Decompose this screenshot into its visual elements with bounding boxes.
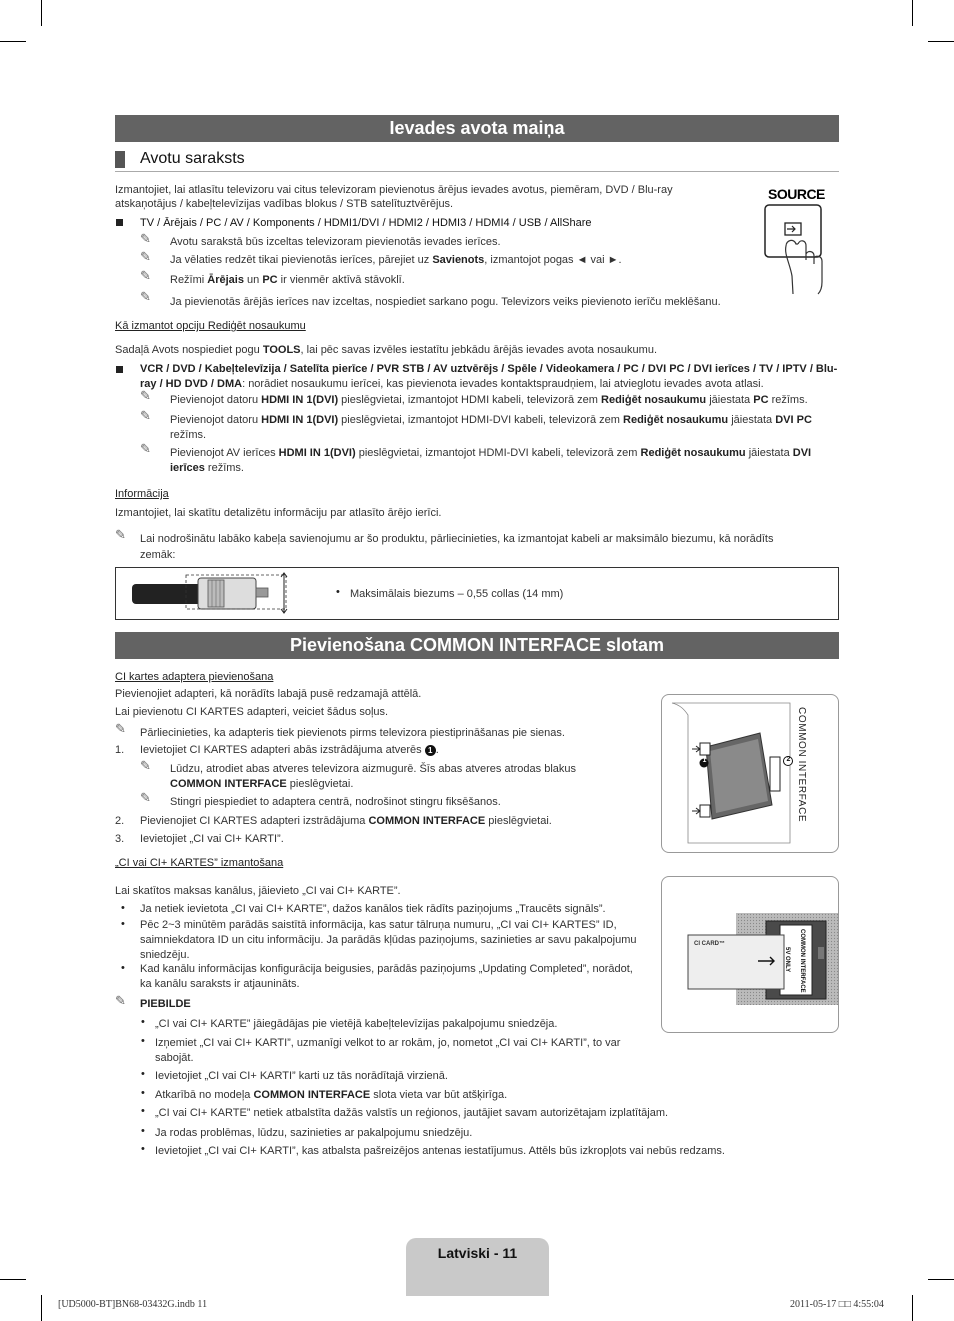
ci-adapter-figure (661, 694, 839, 853)
note-heading: PIEBILDE (140, 998, 191, 1010)
note-text: Pārliecinieties, ka adapteris tiek pievienots pirms televizora piestiprināšanas pie sienas. (140, 727, 565, 739)
intro-line: Izmantojiet, lai atlasītu televizoru vai citus televizoram pievienotus ārējus ievades avotus, piemēram, DVD / Blu-ray (115, 184, 673, 196)
crop-mark (41, 0, 42, 26)
note-text: Stingri piespiediet to adaptera centrā, nodrošinot stingru fiksēšanos. (170, 796, 501, 808)
slot-label: COMMON INTERFACE (799, 929, 805, 993)
edit-name-intro: Sadaļā Avots nospiediet pogu TOOLS, lai pēc savas izvēles iestatītu jebkādu ārējās ievades avota nosaukumu. (115, 344, 657, 356)
crop-mark (928, 41, 954, 42)
edit-name-list: VCR / DVD / Kabeļtelevīzija / Satelīta pierīce / PVR STB / AV uztvērējs / Spēle / Videokamera / PC / DVI PC / DVI ierīces / TV / IPTV / Blu- ray / HD DVD / DMA: norādiet nosaukumu ierīcei, kas pievienota ievades kontaktspraudņiem, lai atvieglotu ievades avota atlasi. (140, 363, 838, 390)
step-text: Ievietojiet CI KARTES adapteri abās izstrādājuma atverēs 1 . (140, 744, 439, 756)
crop-mark (0, 1279, 26, 1280)
note-pencil-icon: ✎ (115, 527, 126, 542)
page-number-tab (406, 1238, 549, 1296)
crop-mark (912, 0, 913, 26)
footer-datetime: 2011-05-17 □□ 4:55:04 (790, 1299, 884, 1310)
subsection-title: Avotu saraksts (140, 150, 245, 167)
note-pencil-icon: ✎ (140, 388, 151, 403)
bullet-dot: • (121, 918, 125, 930)
note-pencil-icon: ✎ (115, 993, 126, 1008)
step-text: Pievienojiet CI KARTES adapteri izstrādājuma COMMON INTERFACE pieslēgvietai. (140, 815, 552, 827)
subsection-marker (115, 151, 125, 168)
note-pencil-icon: ✎ (115, 721, 126, 736)
five-volt-label: 5V ONLY (784, 947, 790, 973)
cable-max-thickness: Maksimālais biezums – 0,55 collas (14 mm) (350, 588, 564, 600)
ci-card-label: CI CARD™ (694, 941, 725, 947)
source-button-illustration (760, 184, 840, 299)
ci-card-figure (661, 876, 839, 1033)
common-interface-label: COMMON INTERFACE (796, 707, 807, 823)
circle-one-icon: 1 (425, 745, 436, 756)
note-text: Ja pievienotās ārējās ierīces nav izceltas, nospiediet sarkano pogu. Televizors veiks pievienoto ierīču meklēšanu. (170, 296, 721, 308)
edit-name-heading: Kā izmantot opciju Rediģēt nosaukumu (115, 320, 306, 332)
bullet-dot: • (121, 902, 125, 914)
bullet-square (116, 219, 123, 226)
hand-press-icon (760, 184, 840, 296)
note-item: „CI vai CI+ KARTE” netiek atbalstīta dažās valstīs un reģionos, jautājiet savam autorizētajam izplatītājam. (155, 1107, 669, 1119)
ci-adapter-illustration (662, 695, 838, 852)
step-number: 3. (115, 833, 125, 845)
step-number: 1. (115, 744, 125, 756)
bullet-dot: • (141, 1143, 145, 1155)
bullet-dot: • (141, 1035, 145, 1047)
crop-mark (0, 41, 26, 42)
crop-mark (912, 1295, 913, 1321)
usage-item: Ja netiek ievietota „CI vai CI+ KARTE”, dažos kanālos tiek rādīts paziņojums „Traucēts signāls”. (140, 903, 606, 915)
section-title-input-source: Ievades avota maiņa (115, 115, 839, 142)
bullet-dot: • (141, 1016, 145, 1028)
note-pencil-icon: ✎ (140, 441, 151, 456)
figure-label-one: 1 (702, 757, 707, 764)
cable-note: zemāk: (140, 549, 176, 561)
bullet-dot: • (141, 1125, 145, 1137)
note-text: Pievienojot datoru HDMI IN 1(DVI) pieslēgvietai, izmantojot HDMI-DVI kabeli, televizorā zem Rediģēt nosaukumu jāiestata DVI PC režīms. (170, 414, 812, 441)
note-pencil-icon: ✎ (140, 289, 151, 304)
subsection-header (115, 147, 839, 172)
ci-adapter-heading: CI kartes adaptera pievienošana (115, 671, 274, 683)
step-number: 2. (115, 815, 125, 827)
ci-paragraph: Lai pievienotu CI KARTES adapteri, veiciet šādus soļus. (115, 706, 389, 718)
page-number: Latviski - 11 (437, 1245, 518, 1261)
info-text: Izmantojiet, lai skatītu detalizētu informāciju par atlasīto ārējo ierīci. (115, 507, 442, 519)
crop-mark (41, 1295, 42, 1321)
bullet-square (116, 366, 123, 373)
note-pencil-icon: ✎ (140, 408, 151, 423)
source-label: SOURCE (768, 186, 825, 202)
cable-note: Lai nodrošinātu labāko kabeļa savienojumu ar šo produktu, pārliecinieties, ka izmantojat kabeli ar maksimālo biezumu, kā norādīts (140, 533, 774, 545)
note-pencil-icon: ✎ (140, 790, 151, 805)
figure-label-two: 2 (786, 756, 791, 763)
note-item: Ievietojiet „CI vai CI+ KARTI”, kas atbalsta pašreizējos antenas iestatījumus. Attēls būs izkropļots vai nebūs redzams. (155, 1145, 725, 1157)
footer-file: [UD5000-BT]BN68-03432G.indb 11 (58, 1299, 208, 1310)
cable-thickness-box (115, 567, 839, 620)
note-item: Atkarībā no modeļa COMMON INTERFACE slota vieta var būt atšķirīga. (155, 1089, 508, 1101)
ci-card-illustration (662, 877, 838, 1032)
ci-card-usage-heading: „CI vai CI+ KARTES” izmantošana (115, 857, 284, 869)
note-text: Pievienojot datoru HDMI IN 1(DVI) pieslēgvietai, izmantojot HDMI kabeli, televizorā zem Rediģēt nosaukumu jāiestata PC režīms. (170, 394, 808, 406)
crop-mark (928, 1279, 954, 1280)
bullet-dot: • (141, 1068, 145, 1080)
note-pencil-icon: ✎ (140, 249, 151, 264)
note-pencil-icon: ✎ (140, 758, 151, 773)
step-text: Ievietojiet „CI vai CI+ KARTI”. (140, 833, 284, 845)
note-pencil-icon: ✎ (140, 268, 151, 283)
sources-list: TV / Ārējais / PC / AV / Komponents / HDMI1/DVI / HDMI2 / HDMI3 / HDMI4 / USB / AllShare (140, 217, 592, 229)
note-text: Pievienojot AV ierīces HDMI IN 1(DVI) pieslēgvietai, izmantojot HDMI-DVI kabeli, televizorā zem Rediģēt nosaukumu jāiestata DVI ierīces režīms. (170, 447, 812, 474)
note-item: Ievietojiet „CI vai CI+ KARTI” karti uz tās norādītajā virzienā. (155, 1070, 448, 1082)
info-heading: Informācija (115, 488, 169, 500)
note-item: „CI vai CI+ KARTE” jāiegādājas pie vietējā kabeļtelevīzijas pakalpojumu sniedzēja. (155, 1018, 558, 1030)
bullet-dot: • (141, 1105, 145, 1117)
section-title-common-interface: Pievienošana COMMON INTERFACE slotam (115, 632, 839, 659)
ci-paragraph: Pievienojiet adapteri, kā norādīts labajā pusē redzamajā attēlā. (115, 688, 422, 700)
note-pencil-icon: ✎ (140, 231, 151, 246)
bullet-dot: • (336, 586, 340, 598)
note-item: Izņemiet „CI vai CI+ KARTI”, uzmanīgi velkot to ar rokām, jo, nometot „CI vai CI+ KARTI”, to var sabojāt. (155, 1037, 621, 1064)
note-text: Avotu sarakstā būs izceltas televizoram pievienotās ievades ierīces. (170, 236, 501, 248)
note-text: Lūdzu, atrodiet abas atveres televizora aizmugurē. Šīs abas atveres atrodas blakus COMMON INTERFACE pieslēgvietai. (170, 763, 577, 790)
bullet-dot: • (121, 962, 125, 974)
cable-plug-icon (126, 568, 306, 618)
note-text: Ja vēlaties redzēt tikai pievienotās ierīces, pārejiet uz Savienots, izmantojot pogas ◄ vai ►. (170, 254, 622, 266)
note-text: Režīmi Ārējais un PC ir vienmēr aktīvā stāvoklī. (170, 274, 405, 286)
intro-line: atskaņotājus / kabeļtelevīzijas vadības blokus / STB satelītuztvērējus. (115, 198, 454, 210)
bullet-dot: • (141, 1087, 145, 1099)
usage-item: Kad kanālu informācijas konfigurācija beigusies, parādās paziņojums „Updating Completed”, norādot, ka kanālu saraksts ir atjaunināts. (140, 963, 633, 990)
ci-usage-intro: Lai skatītos maksas kanālus, jāievieto „CI vai CI+ KARTE”. (115, 885, 401, 897)
usage-item: Pēc 2~3 minūtēm parādās saistītā informācija, kas satur tālruņa numuru, „CI vai CI+ KARTES” ID, saimniekdatora ID un citu informāciju. Ja parādās kļūdas paziņojums, sazinieties ar savu pakalpojumu sniedzēju. (140, 919, 637, 961)
note-item: Ja rodas problēmas, lūdzu, sazinieties ar pakalpojumu sniedzēju. (155, 1127, 473, 1139)
